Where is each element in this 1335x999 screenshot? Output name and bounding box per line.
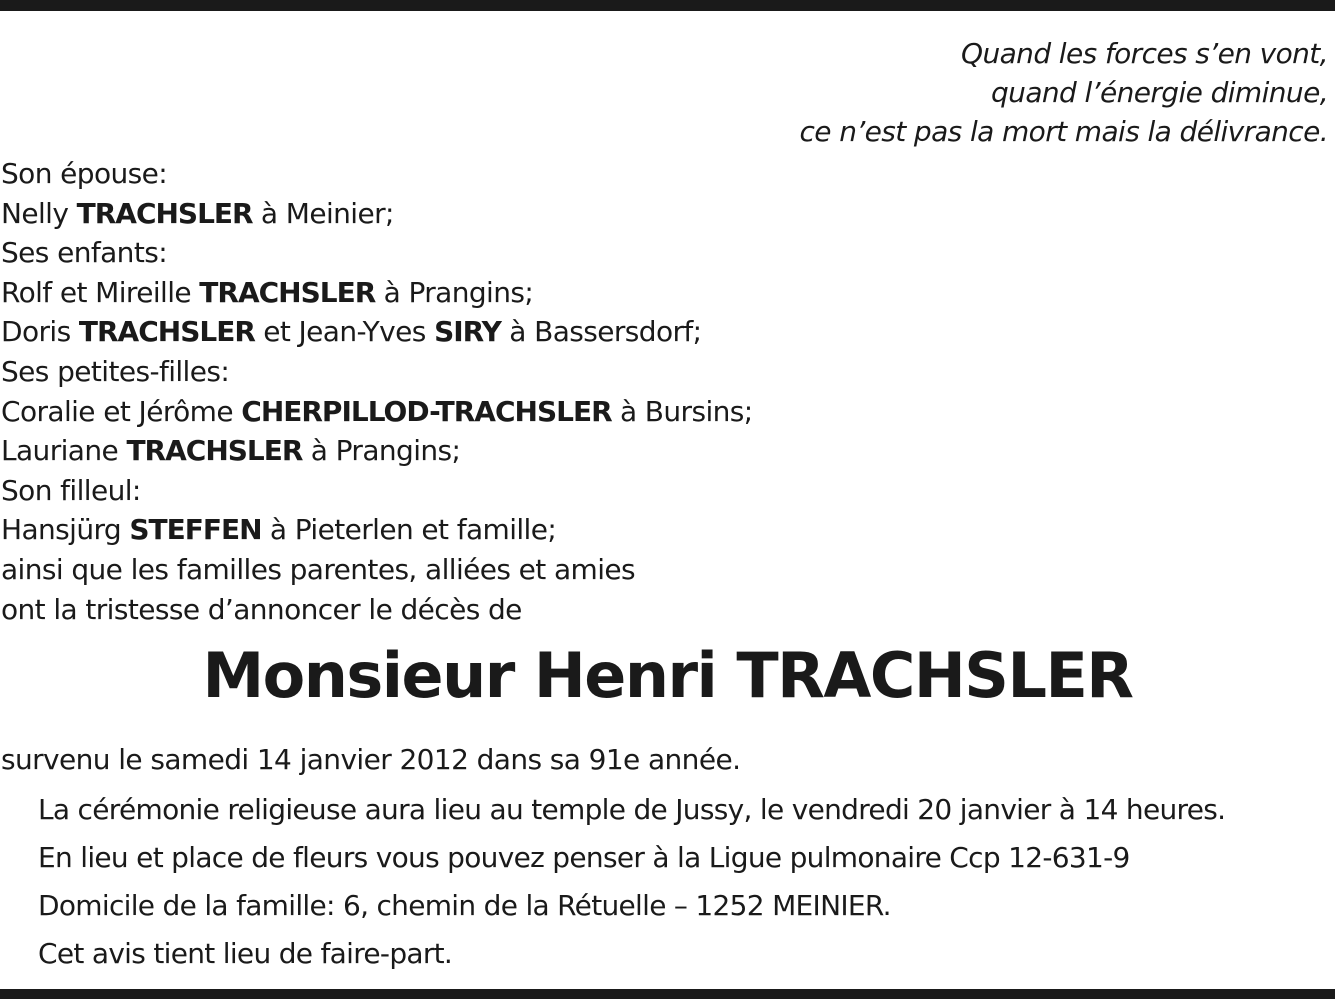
- spouse-heading: Son épouse:: [1, 157, 168, 190]
- epigraph-line: ce n’est pas la mort mais la délivrance.: [799, 115, 1328, 148]
- death-date: survenu le samedi 14 janvier 2012 dans sa 91e année.: [1, 743, 741, 776]
- first-name: Hansjürg: [1, 513, 130, 547]
- surname: TRACHSLER: [199, 275, 376, 309]
- epigraph-quote: [799, 34, 1328, 151]
- child-entry: [1, 312, 753, 352]
- godson-heading: Son filleul:: [1, 473, 141, 507]
- surname: TRACHSLER: [76, 196, 253, 230]
- surname: SIRY: [434, 315, 501, 349]
- surname: TRACHSLER: [126, 434, 303, 468]
- top-border-rule: [0, 0, 1335, 11]
- location: à Bursins;: [611, 394, 753, 428]
- notice-line: Cet avis tient lieu de faire-part.: [38, 937, 453, 970]
- partner-name: et Jean-Yves: [254, 315, 435, 349]
- location: à Pieterlen et famille;: [261, 513, 557, 547]
- family-address: Domicile de la famille: 6, chemin de la Rétuelle – 1252 MEINIER.: [38, 889, 891, 922]
- granddaughter-entry: [1, 431, 753, 471]
- first-name: Lauriane: [1, 434, 127, 468]
- surname: TRACHSLER: [78, 315, 255, 349]
- location: à Prangins;: [302, 434, 461, 468]
- donation-info: En lieu et place de fleurs vous pouvez penser à la Ligue pulmonaire Ccp 12-631-9: [38, 841, 1130, 874]
- child-entry: [1, 273, 753, 313]
- first-name: Rolf et Mireille: [1, 275, 200, 309]
- granddaughters-heading: Ses petites-filles:: [1, 354, 230, 388]
- closing-line: ainsi que les familles parentes, alliées et amies: [1, 552, 636, 586]
- first-name: Doris: [1, 315, 79, 349]
- location: à Meinier;: [252, 196, 394, 230]
- location: à Prangins;: [375, 275, 534, 309]
- spouse-entry: [1, 194, 753, 234]
- first-name: Coralie et Jérôme: [1, 394, 242, 428]
- godson-entry: [1, 510, 753, 550]
- epigraph-line: Quand les forces s’en vont,: [961, 37, 1328, 70]
- first-name: Nelly: [1, 196, 77, 230]
- funeral-details: [38, 786, 1225, 978]
- location: à Bassersdorf;: [500, 315, 702, 349]
- bottom-border-rule: [0, 989, 1335, 999]
- surname: STEFFEN: [129, 513, 262, 547]
- ceremony-info: La cérémonie religieuse aura lieu au temple de Jussy, le vendredi 20 janvier à 14 heures.: [38, 793, 1226, 826]
- surname: CHERPILLOD-TRACHSLER: [241, 394, 612, 428]
- deceased-name: Monsieur Henri TRACHSLER: [202, 639, 1133, 712]
- closing-line: ont la tristesse d’annoncer le décès de: [1, 592, 522, 626]
- children-heading: Ses enfants:: [1, 236, 168, 270]
- family-list: [1, 154, 753, 629]
- granddaughter-entry: [1, 392, 753, 432]
- epigraph-line: quand l’énergie diminue,: [991, 76, 1328, 109]
